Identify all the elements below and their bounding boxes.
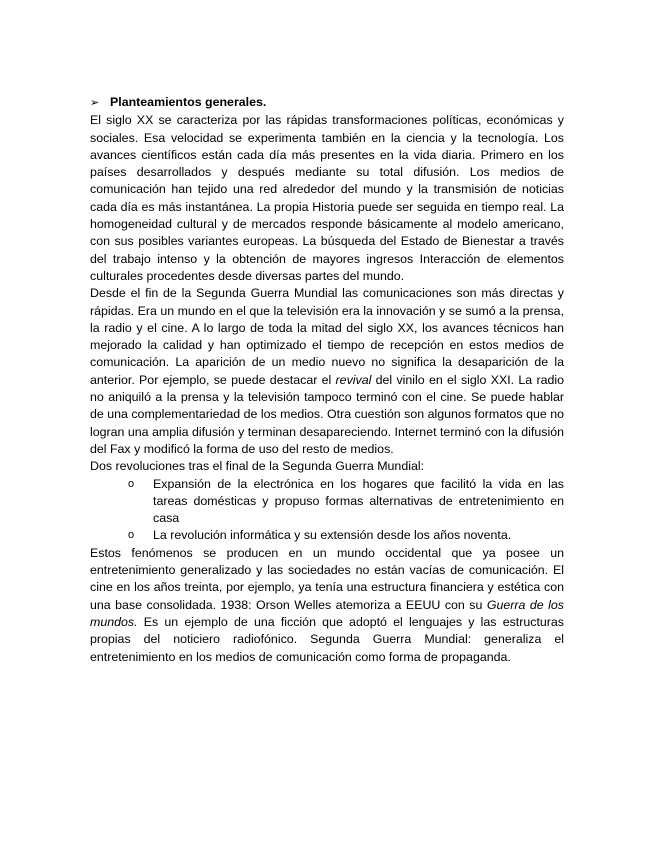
list-item-text: La revolución informática y su extensión desde los años noventa. [153,528,512,543]
paragraph-intro: El siglo XX se caracteriza por las rápidas transformaciones políticas, económicas y sociales. Esa velocidad se experimenta también en la ciencia y la tecnología. Los avances científicos están cada día más presentes en la vida diaria. Primero en los países desarrollados y después mediante su total difusión. Los medios de comunicación han tejido una red alrededor del mundo y la transmisión de noticias cada día es más instantánea. La propia Historia puede ser seguida en tiempo real. La homogeneidad cultural y de mercados responde básicamente al modelo americano, con sus posibles variantes europeas. La búsqueda del Estado de Bienestar a través del trabajo intenso y la obtención de mayores ingresos Interacción de elementos culturales procedentes desde diversas partes del mundo. [90,113,564,283]
list-item [90,527,564,544]
paragraph-western-world-text-1: Estos fenómenos se producen en un mundo occidental que ya posee un entretenimiento generalizado y las sociedades no están vacías de comunicación. El cine en los años treinta, por ejemplo, ya tenía una estructura financiera y estética con una base consolidada. 1938: Orson Welles atemoriza a EEUU con su [90,545,564,612]
section-heading-text: Planteamientos generales. [110,95,267,109]
arrow-bullet-icon: ➢ [90,97,100,109]
paragraph-communications-text-2: del vinilo en el siglo XXI. La radio no aniquiló a la prensa y la televisión tampoco terminó con el cine. Se puede hablar de una complementariedad de los medios. Otra cuestión son algunos formatos que no logran una amplia difusión y terminan desapareciendo. Internet terminó con la difusión del Fax y modificó la forma de uso del resto de medios. [90,372,565,456]
paragraph-western-world-text-2: Es un ejemplo de una ficción que adoptó el lenguajes y las estructuras propias del noticiero radiofónico. Segunda Guerra Mundial: generaliza el entretenimiento en los medios de comunicación como forma de propaganda. [90,614,564,664]
circle-bullet-icon: o [128,529,135,542]
section-heading [90,94,564,112]
circle-bullet-icon: o [128,477,135,490]
paragraph-western-world [90,545,564,666]
document-page [90,94,564,666]
paragraph-communications [90,285,564,458]
paragraph-communications-text-1: Desde el fin de la Segunda Guerra Mundial las comunicaciones son más directas y rápidas. Era un mundo en el que la televisión era la innovación y se sumó a la prensa, la radio y el cine. A lo largo de toda la mitad del siglo XX, los avances técnicos han mejorado la calidad y han optimizado el tiempo de recepción en estos medios de comunicación. La aparición de un medio nuevo no significa la desaparición de la anterior. Por ejemplo, se puede destacar el [90,286,564,387]
revolutions-list [90,476,564,545]
list-item [90,476,564,528]
paragraph-revolutions-intro: Dos revoluciones tras el final de la Segunda Guerra Mundial: [90,459,425,474]
italic-term-revival: revival [335,372,372,387]
list-item-text: Expansión de la electrónica en los hogares que facilitó la vida en las tareas domésticas y propuso formas alternativas de entretenimiento en casa [153,476,564,526]
italic-title-guerra-de-los-mundos: Guerra de los mundos. [90,597,564,629]
